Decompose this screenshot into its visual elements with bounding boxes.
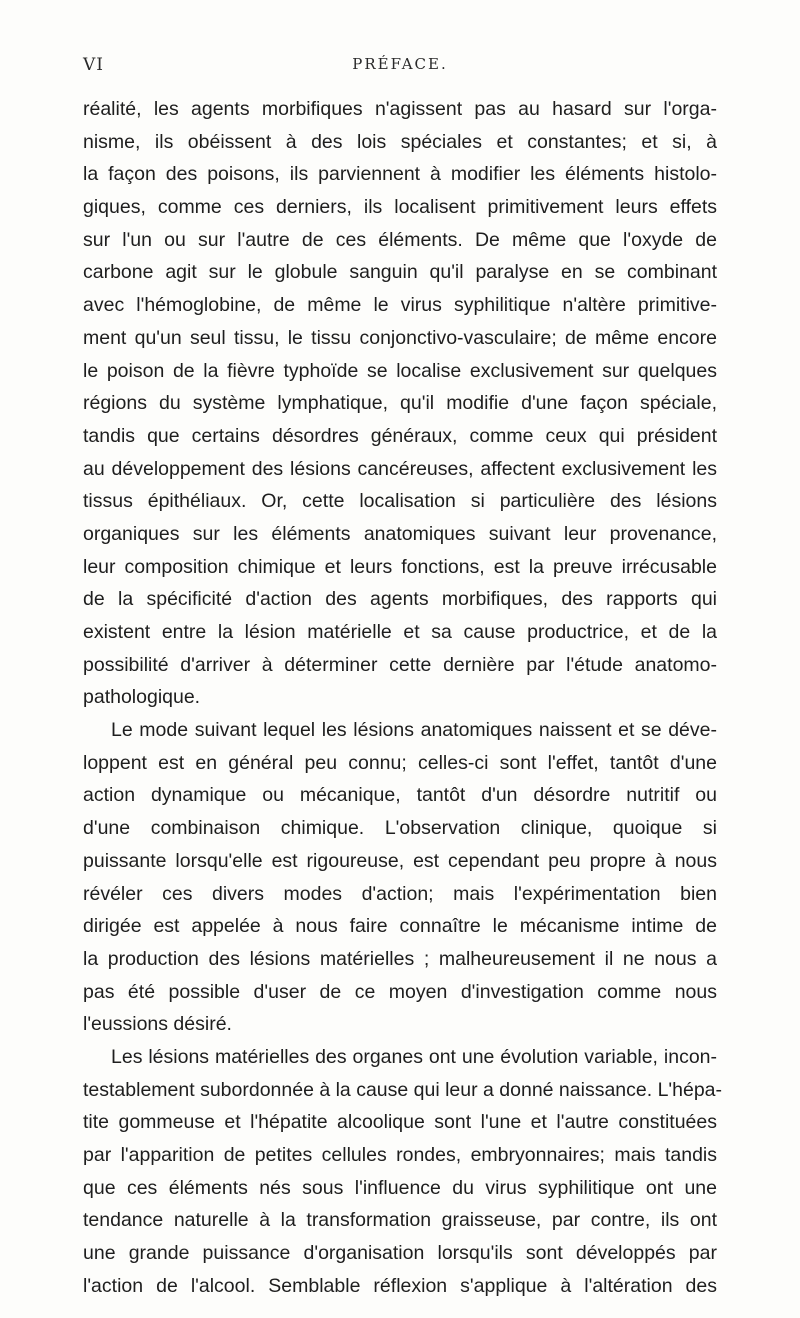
text-line: testablement subordonnée à la cause qui leur a donné naissance. L'hépa- bbox=[83, 1078, 723, 1101]
text-line: leur composition chimique et leurs fonctions, est la preuve irrécusable bbox=[83, 555, 717, 578]
body-text bbox=[83, 93, 723, 1302]
text-line: l'action de l'alcool. Semblable réflexion s'applique à l'altération des bbox=[83, 1274, 717, 1297]
text-line: possibilité d'arriver à déterminer cette dernière par l'étude anatomo- bbox=[83, 653, 717, 676]
text-line: que ces éléments nés sous l'influence du virus syphilitique ont une bbox=[83, 1176, 717, 1199]
text-line: ment qu'un seul tissu, le tissu conjonctivo-vasculaire; de même encore bbox=[83, 326, 717, 349]
text-line: existent entre la lésion matérielle et sa cause productrice, et de la bbox=[83, 621, 717, 643]
text-line: Le mode suivant lequel les lésions anatomiques naissent et se déve- bbox=[111, 719, 717, 742]
text-line: pas été possible d'user de ce moyen d'investigation comme nous bbox=[83, 980, 717, 1003]
running-title: PRÉFACE. bbox=[352, 55, 448, 73]
text-line: carbone agit sur le globule sanguin qu'il paralyse en se combinant bbox=[83, 261, 717, 284]
text-line: révéler ces divers modes d'action; mais l'expérimentation bien bbox=[83, 882, 717, 905]
text-line: réalité, les agents morbifiques n'agissent pas au hasard sur l'orga- bbox=[83, 98, 717, 120]
text-line: une grande puissance d'organisation lorsqu'ils sont développés par bbox=[83, 1242, 717, 1265]
text-line: dirigée est appelée à nous faire connaître le mécanisme intime de bbox=[83, 915, 717, 938]
text-line: la façon des poisons, ils parviennent à modifier les éléments histolo- bbox=[83, 163, 717, 186]
page-header bbox=[83, 55, 717, 79]
text-line: giques, comme ces derniers, ils localisent primitivement leurs effets bbox=[83, 196, 717, 219]
text-line: Les lésions matérielles des organes ont une évolution variable, incon- bbox=[111, 1045, 717, 1068]
text-line: la production des lésions matérielles ; malheureusement il ne nous a bbox=[83, 947, 717, 970]
text-line: tite gommeuse et l'hépatite alcoolique sont l'une et l'autre constituées bbox=[83, 1111, 717, 1134]
text-line: tendance naturelle à la transformation graisseuse, par contre, ils ont bbox=[83, 1209, 717, 1232]
text-line: d'une combinaison chimique. L'observation clinique, quoique si bbox=[83, 817, 717, 840]
text-line: nisme, ils obéissent à des lois spéciales et constantes; et si, à bbox=[83, 130, 717, 153]
text-line: action dynamique ou mécanique, tantôt d'un désordre nutritif ou bbox=[83, 784, 717, 807]
text-line: régions du système lymphatique, qu'il modifie d'une façon spéciale, bbox=[83, 392, 717, 415]
text-line: tandis que certains désordres généraux, comme ceux qui président bbox=[83, 424, 717, 447]
text-line: organiques sur les éléments anatomiques suivant leur provenance, bbox=[83, 522, 717, 545]
text-line: sur l'un ou sur l'autre de ces éléments. De même que l'oxyde de bbox=[83, 228, 717, 251]
text-line: avec l'hémoglobine, de même le virus syphilitique n'altère primitive- bbox=[83, 294, 717, 317]
text-line: au développement des lésions cancéreuses, affectent exclusivement les bbox=[83, 457, 717, 480]
text-line: loppent est en général peu connu; celles-ci sont l'effet, tantôt d'une bbox=[83, 751, 717, 774]
text-line: par l'apparition de petites cellules rondes, embryonnaires; mais tandis bbox=[83, 1144, 717, 1166]
text-line: de la spécificité d'action des agents morbifiques, des rapports qui bbox=[83, 588, 717, 611]
page-number: VI bbox=[83, 55, 104, 75]
text-line: le poison de la fièvre typhoïde se localise exclusivement sur quelques bbox=[83, 359, 717, 382]
text-line: tissus épithéliaux. Or, cette localisation si particulière des lésions bbox=[83, 490, 717, 513]
text-line: pathologique. bbox=[83, 686, 201, 709]
text-line: l'eussions désiré. bbox=[83, 1013, 232, 1036]
text-line: puissante lorsqu'elle est rigoureuse, est cependant peu propre à nous bbox=[83, 849, 717, 872]
